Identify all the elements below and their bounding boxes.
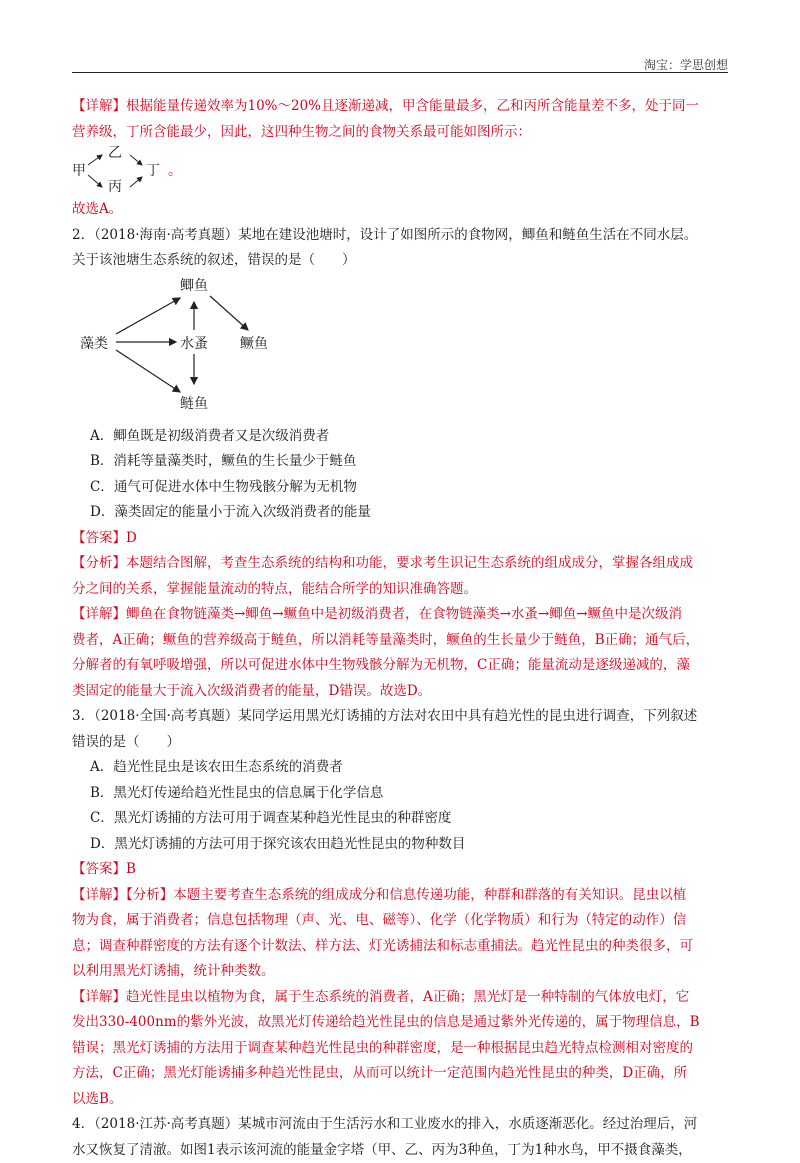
- q2-stem-line-1: 2．（2018·海南·高考真题）某地在建设池塘时，设计了如图所示的食物网，鲫鱼和鲢鱼生活在不同水层。: [72, 223, 728, 249]
- q3-option-c: C．黑光灯诱捕的方法可用于调查某种趋光性昆虫的种群密度: [72, 806, 728, 832]
- node-jiyu: 鲫鱼: [180, 274, 208, 300]
- q1-detail-line-1: 【详解】根据能量传递效率为10%～20%且逐渐递减，甲含能量最多，乙和丙所含能量差不多，处于同一: [72, 94, 728, 120]
- q2-detail-line-1: 【详解】鲫鱼在食物链藻类→鲫鱼→鳜鱼中是初级消费者，在食物链藻类→水蚤→鲫鱼→鳜鱼中是次级消: [72, 602, 728, 628]
- q3-analysis-line-4: 以利用黑光灯诱捕，统计种类数。: [72, 959, 728, 985]
- q3-detail-line-4: 方法，C正确；黑光灯能诱捕多种趋光性昆虫，从而可以统计一定范围内趋光性昆虫的种类，D正确，所: [72, 1061, 728, 1087]
- q2-detail-line-3: 分解者的有氧呼吸增强，所以可促进水体中生物残骸分解为无机物，C正确；能量流动是逐级递减的，藻: [72, 653, 728, 679]
- q3-detail-line-3: 错误；黑光灯诱捕的方法用于调查某种趋光性昆虫的种群密度，是一种根据昆虫趋光特点检测相对密度的: [72, 1036, 728, 1062]
- q2-option-a: A．鲫鱼既是初级消费者又是次级消费者: [72, 424, 728, 450]
- q2-stem-line-2: 关于该池塘生态系统的叙述，错误的是（ ）: [72, 248, 728, 274]
- q2-analysis-line-1: 【分析】本题结合图解，考查生态系统的结构和功能，要求考生识记生态系统的组成成分，掌握各组成成: [72, 551, 728, 577]
- q3-stem-line-2: 错误的是（ ）: [72, 730, 728, 756]
- node-guiyu: 鳜鱼: [240, 332, 268, 358]
- q1-detail-line-2: 营养级，丁所含能最少，因此，这四种生物之间的食物关系最可能如图所示：: [72, 120, 728, 146]
- q3-analysis-line-1: 【详解】【分析】本题主要考查生态系统的组成成分和信息传递功能，种群和群落的有关知识。昆虫以植: [72, 883, 728, 909]
- q2-analysis-line-2: 分之间的关系，掌握能量流动的特点，能结合所学的知识准确答题。: [72, 577, 728, 603]
- page-content: [72, 94, 728, 1163]
- node-ding: 丁: [146, 159, 160, 185]
- detail-tag: 【详解】: [72, 98, 126, 114]
- food-chain-diagram: [72, 145, 728, 197]
- node-lianyu: 鲢鱼: [180, 392, 208, 418]
- node-zaolei: 藻类: [80, 332, 108, 358]
- q3-detail-line-1: 【详解】趋光性昆虫以植物为食，属于生态系统的消费者，A正确；黑光灯是一种特制的气体放电灯，它: [72, 985, 728, 1011]
- q3-detail-line-2: 发出330-400nm的紫外光波，故黑光灯传递给趋光性昆虫的信息是通过紫外光传递的，属于物理信息，B: [72, 1010, 728, 1036]
- header-rule: [72, 72, 728, 73]
- food-web-diagram: [80, 274, 728, 424]
- q3-stem-line-1: 3．（2018·全国·高考真题）某同学运用黑光灯诱捕的方法对农田中具有趋光性的昆虫进行调查，下列叙述: [72, 704, 728, 730]
- q4-stem-line-2: 水又恢复了清澈。如图1表示该河流的能量金字塔（甲、乙、丙为3种鱼，丁为1种水鸟，甲不摄食藻类，: [72, 1138, 728, 1163]
- q2-detail-line-4: 类固定的能量大于流入次级消费者的能量，D错误。故选D。: [72, 679, 728, 705]
- q2-answer: 【答案】D: [72, 526, 728, 552]
- q1-conclusion: 故选A。: [72, 197, 728, 223]
- q3-option-a: A．趋光性昆虫是该农田生态系统的消费者: [72, 755, 728, 781]
- food-chain-arrows: [72, 145, 212, 197]
- node-bing: 丙: [108, 175, 122, 201]
- q2-detail-line-2: 费者，A正确；鳜鱼的营养级高于鲢鱼，所以消耗等量藻类时，鳜鱼的生长量少于鲢鱼，B正确；通气后，: [72, 628, 728, 654]
- q3-analysis-line-3: 息；调查种群密度的方法有逐个计数法、样方法、灯光诱捕法和标志重捕法。趋光性昆虫的种类很多，可: [72, 934, 728, 960]
- q3-detail-line-5: 以选B。: [72, 1087, 728, 1113]
- node-shuizao: 水蚤: [180, 332, 208, 358]
- node-yi: 乙: [108, 141, 122, 167]
- q3-option-b: B．黑光灯传递给趋光性昆虫的信息属于化学信息: [72, 781, 728, 807]
- q4-stem-line-1: 4．（2018·江苏·高考真题）某城市河流由于生活污水和工业废水的排入，水质逐渐恶化。经过治理后，河: [72, 1112, 728, 1138]
- q2-option-d: D．藻类固定的能量小于流入次级消费者的能量: [72, 500, 728, 526]
- q3-analysis-line-2: 物为食，属于消费者；信息包括物理（声、光、电、磁等）、化学（化学物质）和行为（特定的动作）信: [72, 908, 728, 934]
- q2-option-c: C．通气可促进水体中生物残骸分解为无机物: [72, 475, 728, 501]
- q3-option-d: D．黑光灯诱捕的方法可用于探究该农田趋光性昆虫的物种数目: [72, 832, 728, 858]
- node-jia: 甲: [72, 159, 86, 185]
- diagram-period: 。: [168, 159, 182, 185]
- q3-answer: 【答案】B: [72, 857, 728, 883]
- page-header-brand: 淘宝：学思创想: [644, 56, 728, 73]
- q2-option-b: B．消耗等量藻类时，鳜鱼的生长量少于鲢鱼: [72, 449, 728, 475]
